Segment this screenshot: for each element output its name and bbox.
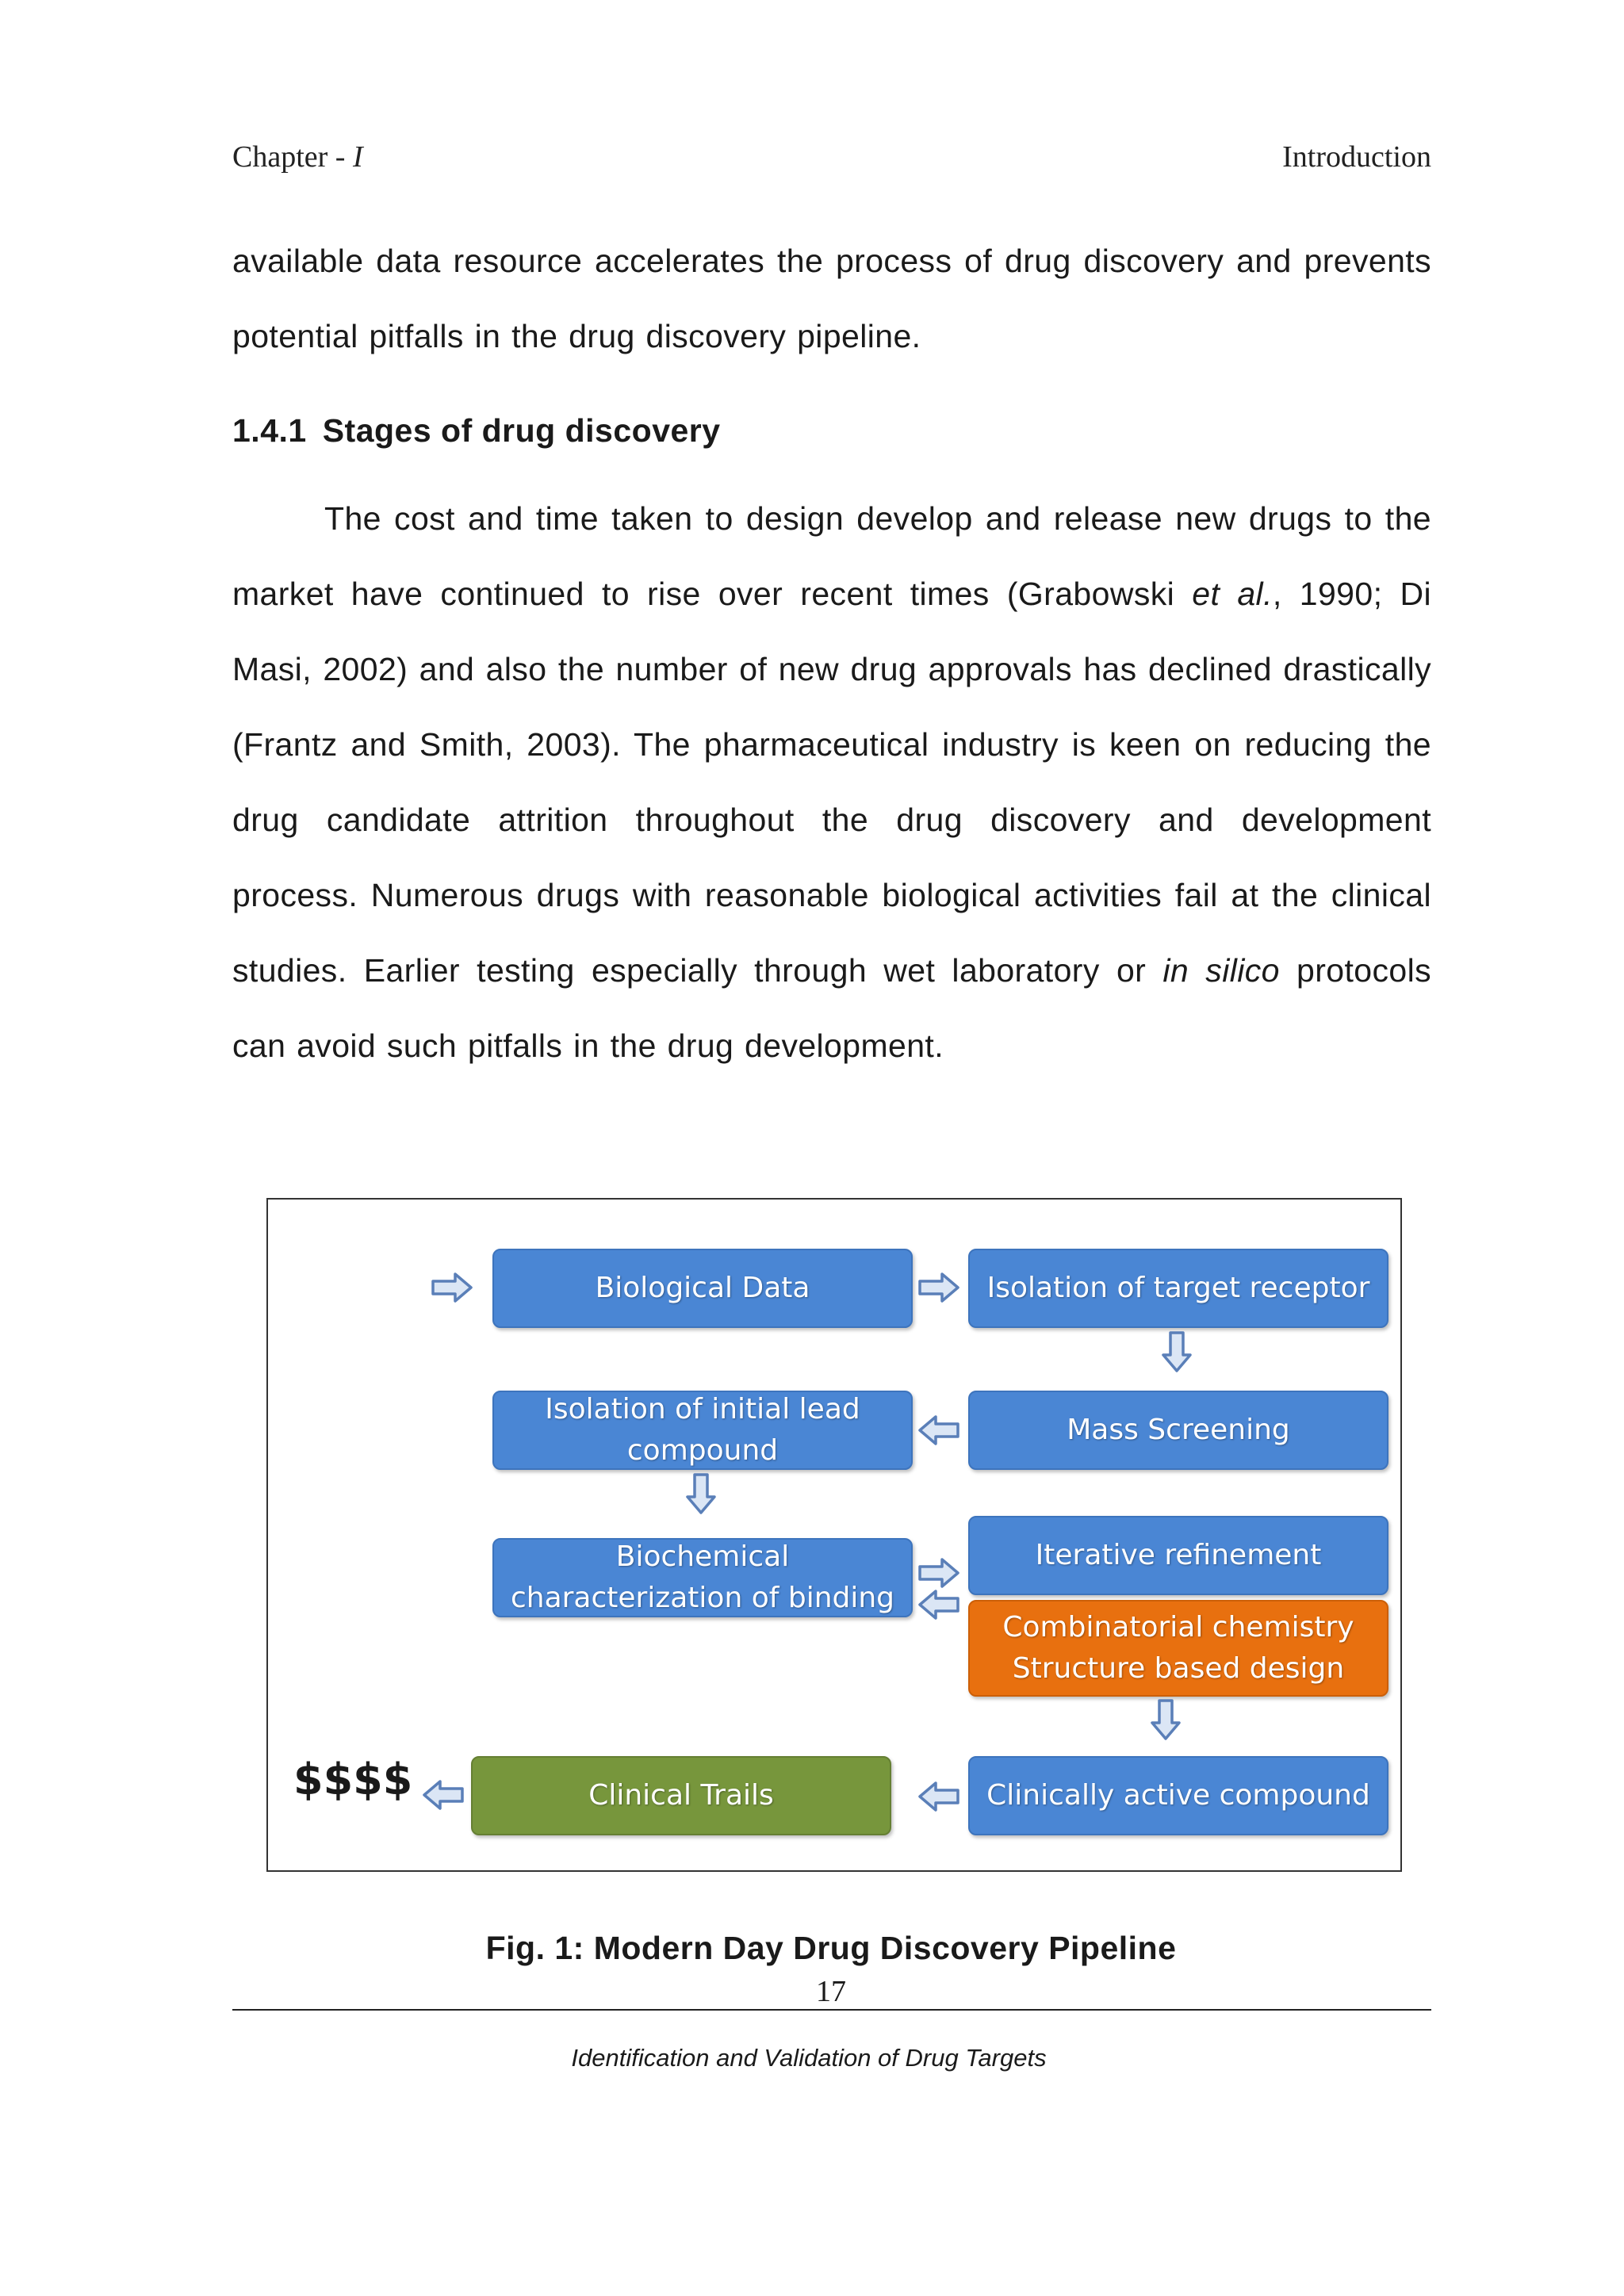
- cost-label: $$$$: [293, 1755, 413, 1804]
- box-isolation-lead-label-2: compound: [626, 1434, 779, 1467]
- body-italic-in-silico: in silico: [1162, 952, 1280, 989]
- box-isolation-target: [968, 1249, 1388, 1328]
- running-header-chapter: [232, 140, 363, 174]
- box-biological-data-label: Biological Data: [595, 1272, 810, 1304]
- box-clinical-trails-label: Clinical Trails: [588, 1779, 774, 1812]
- body-italic-et-al: et al.: [1192, 576, 1273, 612]
- arrow-right-icon: [431, 1272, 473, 1303]
- arrow-right-icon: [918, 1558, 959, 1588]
- box-mass-screening-label: Mass Screening: [1067, 1414, 1290, 1446]
- box-biochemical-label-1: Biochemical: [615, 1540, 790, 1573]
- section-number: 1.4.1: [232, 412, 307, 449]
- arrow-left-icon: [918, 1415, 959, 1445]
- box-clinical-trails: [471, 1756, 891, 1835]
- chapter-numeral: I: [352, 140, 363, 174]
- running-header-section: Introduction: [1282, 140, 1431, 174]
- body-paragraph: [232, 481, 1431, 1084]
- pipeline-figure: [266, 1198, 1402, 1872]
- box-clinically-active: [968, 1756, 1388, 1835]
- box-biochemical: [492, 1538, 913, 1617]
- arrow-down-icon: [686, 1473, 716, 1514]
- box-iterative-refinement-label: Iterative refinement: [1035, 1539, 1322, 1571]
- figure-caption: Fig. 1: Modern Day Drug Discovery Pipeline: [485, 1930, 1177, 1966]
- page-number: 17: [816, 1975, 846, 2008]
- box-isolation-target-label: Isolation of target receptor: [986, 1272, 1370, 1304]
- box-combinatorial-label-1: Combinatorial chemistry: [1002, 1611, 1354, 1644]
- box-clinically-active-label: Clinically active compound: [986, 1779, 1370, 1812]
- arrow-right-icon: [918, 1272, 959, 1303]
- box-mass-screening: [968, 1391, 1388, 1470]
- arrow-left-icon: [918, 1590, 959, 1620]
- arrow-down-icon: [1162, 1331, 1192, 1372]
- box-isolation-lead-label-1: Isolation of initial lead: [545, 1393, 860, 1425]
- arrow-down-icon: [1151, 1699, 1181, 1740]
- box-biochemical-label-2: characterization of binding: [510, 1582, 895, 1614]
- footer-divider: [232, 2009, 1431, 2011]
- body-text-2: , 1990; Di Masi, 2002) and also the number of new drug approvals has declined drastically (Frantz and Smith, 2003). The pharmaceutical industry is keen on reducing the drug candidate attrition throughout the drug discovery and development process. Numerous drugs with reasonable biological activities fail at the clinical studies. Earlier testing especially through wet laboratory or: [232, 576, 1431, 989]
- section-title: Stages of drug discovery: [322, 412, 721, 449]
- arrow-left-icon: [918, 1781, 959, 1812]
- box-iterative-refinement: [968, 1516, 1388, 1595]
- box-isolation-lead: [492, 1391, 913, 1470]
- arrow-left-icon: [423, 1780, 464, 1810]
- box-biological-data: [492, 1249, 913, 1328]
- box-combinatorial: [968, 1600, 1388, 1697]
- section-heading: [232, 412, 721, 450]
- box-combinatorial-label-2: Structure based design: [1012, 1652, 1345, 1685]
- body-text-1: The cost and time taken to design develop and release new drugs to the market have continued to rise over recent times (Grabowski: [232, 500, 1431, 612]
- body-text-3: protocols can avoid such pitfalls in the drug development.: [232, 952, 1432, 1064]
- footer-title: Identification and Validation of Drug Targets: [571, 2044, 1047, 2072]
- intro-paragraph: available data resource accelerates the process of drug discovery and prevents potential pitfalls in the drug discovery pipeline.: [232, 243, 1431, 354]
- chapter-label: Chapter -: [232, 140, 353, 174]
